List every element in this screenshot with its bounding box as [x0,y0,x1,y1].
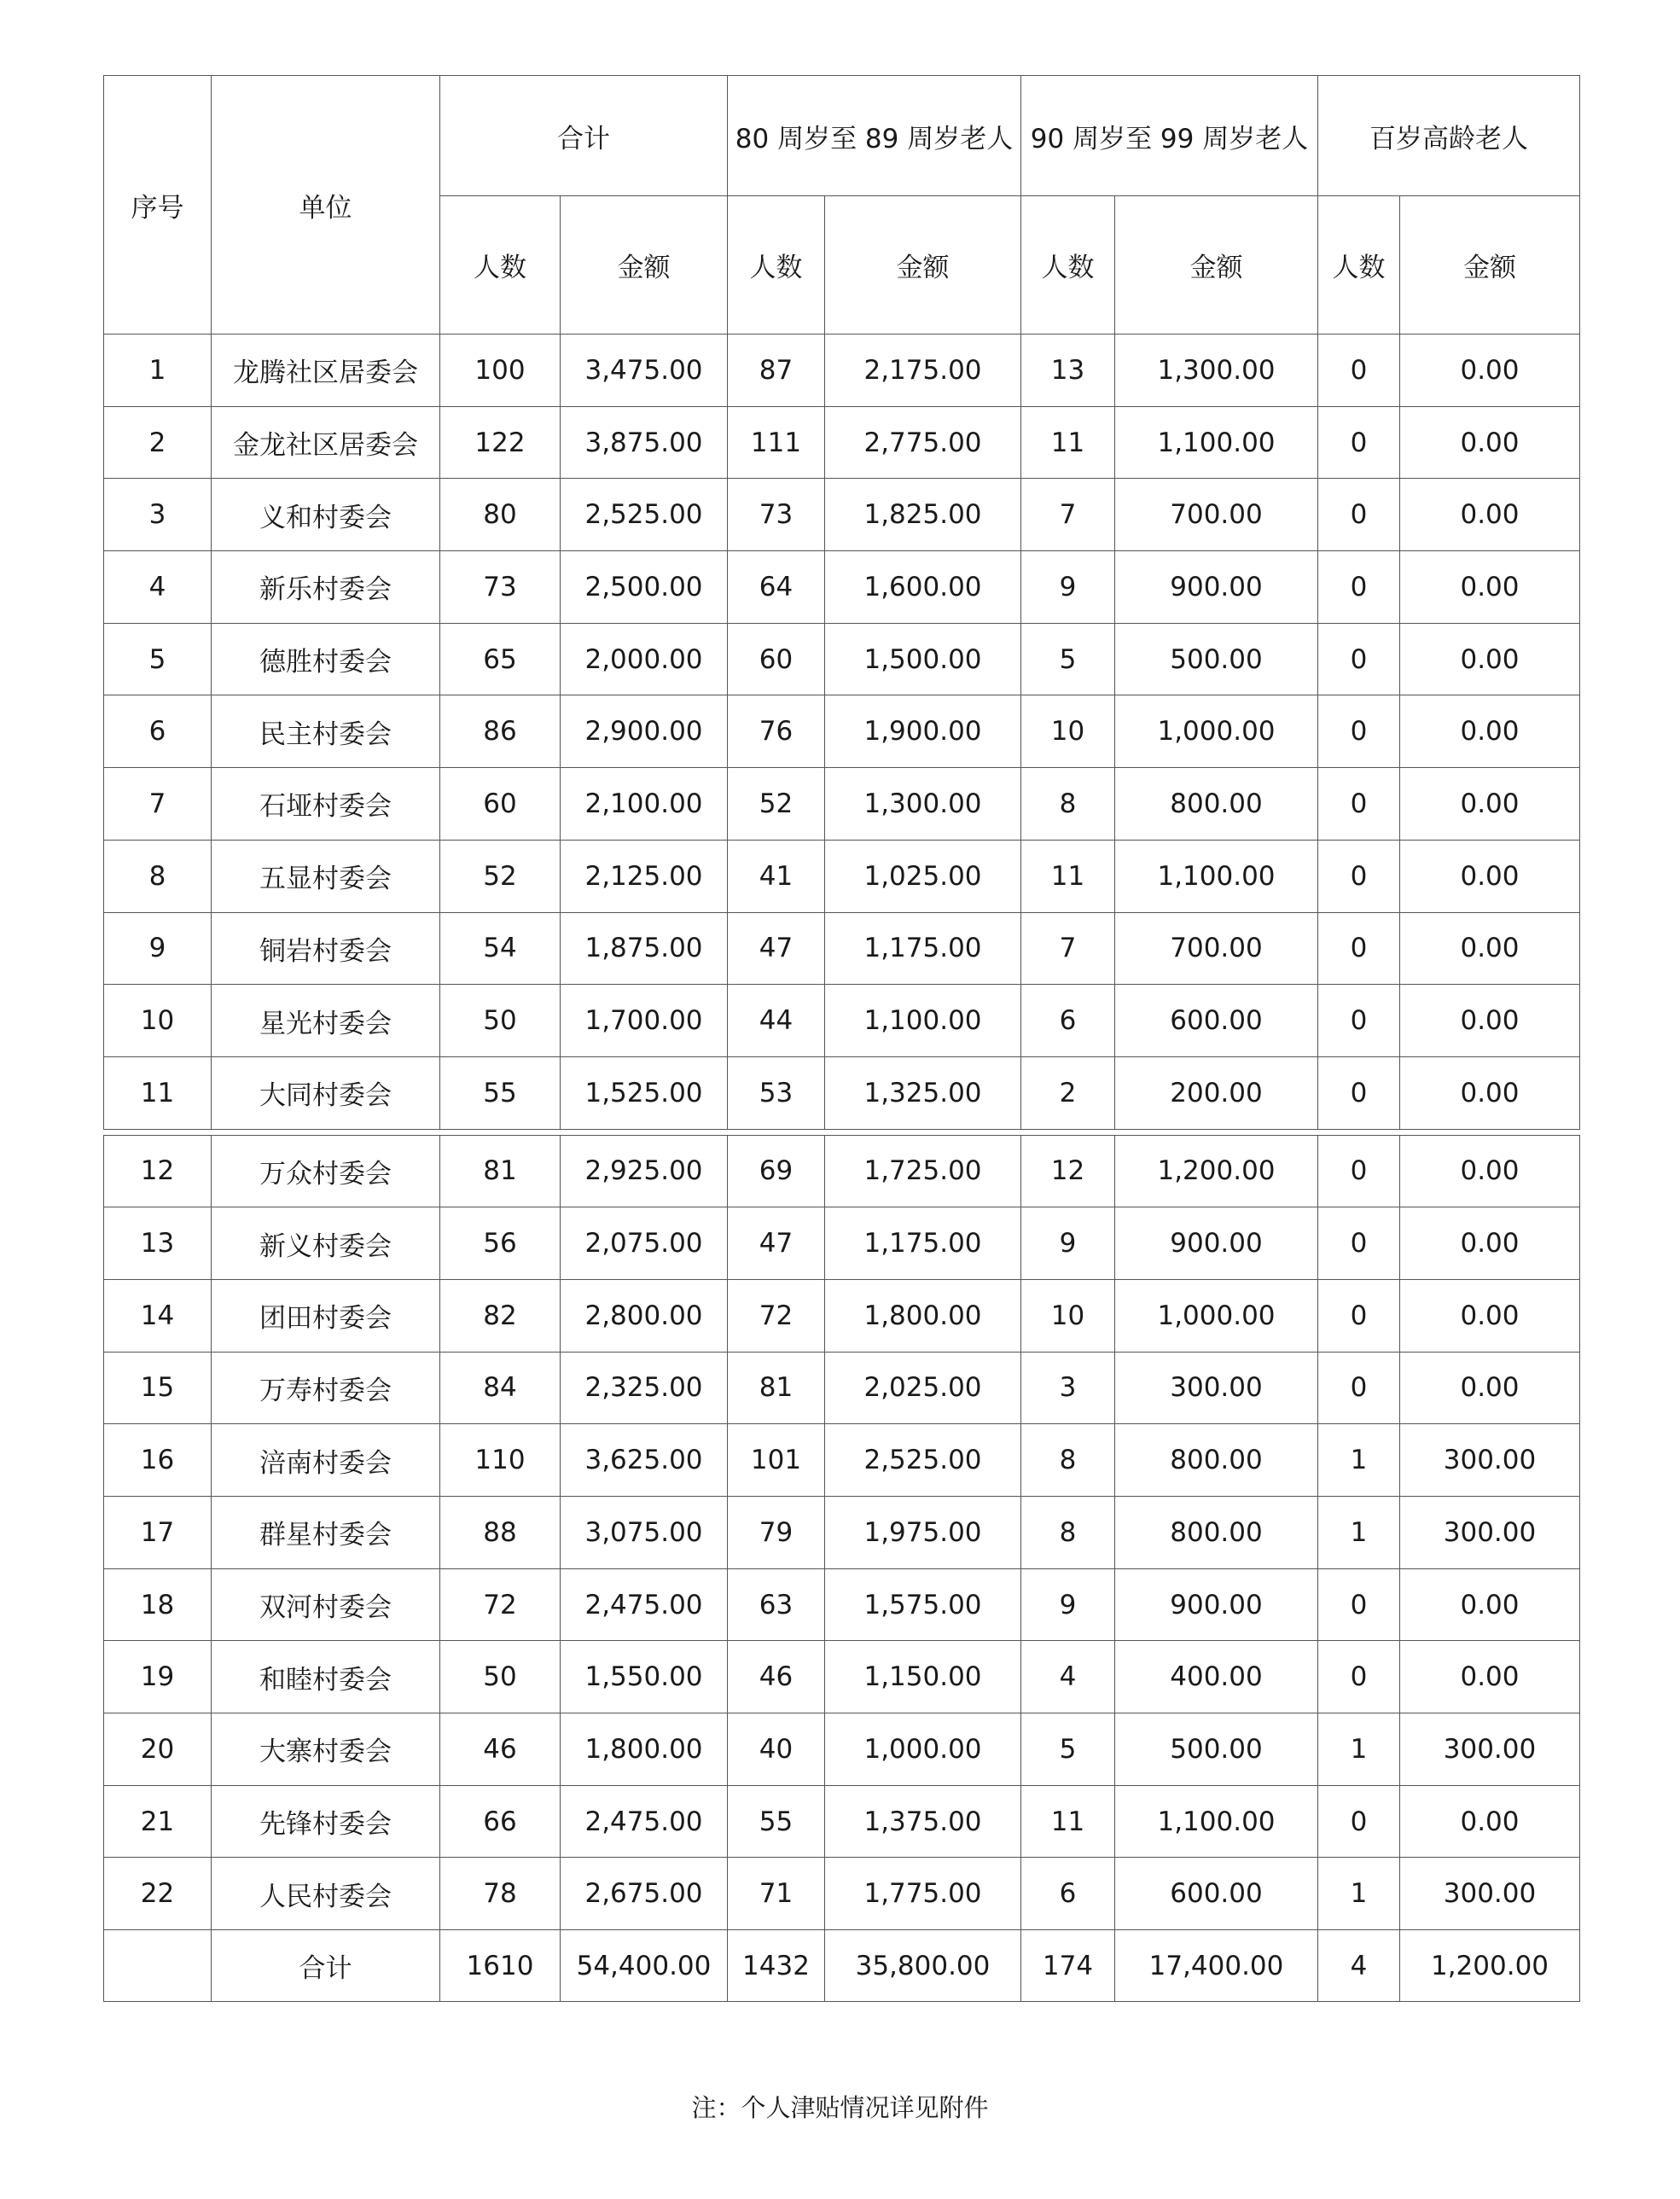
cell-90-count: 13 [1021,335,1115,407]
cell-90-count: 3 [1021,1352,1115,1424]
cell-90-amount: 1,000.00 [1115,1279,1318,1352]
cell-80-count: 72 [728,1279,825,1352]
cell-total-amount: 2,500.00 [561,551,728,624]
total-cell-seq [104,1930,212,2002]
table-row [104,1279,1580,1352]
cell-seq: 6 [104,695,212,768]
cell-total-amount: 3,475.00 [561,335,728,407]
total-cell-total-amount: 54,400.00 [561,1930,728,2002]
gap-cell [104,1129,1580,1135]
cell-100-count: 0 [1318,551,1400,624]
total-cell-100-count: 4 [1318,1930,1400,2002]
cell-80-amount: 1,825.00 [825,479,1021,551]
cell-80-count: 52 [728,768,825,841]
cell-seq: 16 [104,1424,212,1497]
total-cell-80-amount: 35,800.00 [825,1930,1021,2002]
cell-100-amount: 0.00 [1400,406,1580,479]
footnote: 注：个人津贴情况详见附件 [691,2093,989,2122]
cell-total-count: 110 [440,1424,561,1497]
cell-90-count: 5 [1021,623,1115,695]
cell-100-count: 0 [1318,623,1400,695]
header-unit: 单位 [212,76,440,335]
cell-total-count: 50 [440,985,561,1057]
cell-100-amount: 300.00 [1400,1713,1580,1786]
cell-unit: 双河村委会 [212,1568,440,1641]
cell-unit: 大同村委会 [212,1056,440,1129]
table-header [104,76,1580,335]
cell-100-count: 0 [1318,335,1400,407]
cell-80-amount: 1,775.00 [825,1858,1021,1930]
cell-unit: 和睦村委会 [212,1641,440,1713]
cell-80-amount: 1,975.00 [825,1497,1021,1569]
cell-90-amount: 300.00 [1115,1352,1318,1424]
cell-total-count: 84 [440,1352,561,1424]
cell-total-count: 55 [440,1056,561,1129]
cell-80-count: 63 [728,1568,825,1641]
cell-80-count: 60 [728,623,825,695]
cell-90-amount: 900.00 [1115,551,1318,624]
cell-100-count: 0 [1318,1056,1400,1129]
cell-80-count: 55 [728,1785,825,1858]
table-row [104,1641,1580,1713]
cell-total-count: 80 [440,479,561,551]
cell-100-count: 0 [1318,1785,1400,1858]
cell-seq: 1 [104,335,212,407]
cell-80-count: 79 [728,1497,825,1569]
cell-total-amount: 2,925.00 [561,1135,728,1207]
cell-unit: 星光村委会 [212,985,440,1057]
cell-100-count: 0 [1318,1135,1400,1207]
cell-unit: 万众村委会 [212,1135,440,1207]
cell-seq: 14 [104,1279,212,1352]
cell-80-count: 111 [728,406,825,479]
cell-90-count: 12 [1021,1135,1115,1207]
table-row [104,1135,1580,1207]
cell-total-amount: 2,675.00 [561,1858,728,1930]
header-group-total: 合计 [440,76,728,196]
cell-80-amount: 1,150.00 [825,1641,1021,1713]
cell-seq: 8 [104,840,212,912]
cell-seq: 18 [104,1568,212,1641]
table-row [104,406,1580,479]
cell-seq: 5 [104,623,212,695]
cell-seq: 11 [104,1056,212,1129]
table-row [104,768,1580,841]
cell-100-amount: 0.00 [1400,623,1580,695]
cell-80-amount: 1,800.00 [825,1279,1021,1352]
cell-total-count: 72 [440,1568,561,1641]
cell-80-amount: 2,775.00 [825,406,1021,479]
cell-total-count: 78 [440,1858,561,1930]
cell-100-count: 1 [1318,1497,1400,1569]
cell-seq: 13 [104,1207,212,1280]
cell-unit: 龙腾社区居委会 [212,335,440,407]
cell-unit: 团田村委会 [212,1279,440,1352]
cell-90-amount: 700.00 [1115,479,1318,551]
cell-seq: 2 [104,406,212,479]
table-row [104,335,1580,407]
table-row [104,551,1580,624]
cell-80-amount: 1,500.00 [825,623,1021,695]
table-row [104,1568,1580,1641]
cell-seq: 10 [104,985,212,1057]
cell-100-amount: 0.00 [1400,695,1580,768]
cell-90-count: 11 [1021,840,1115,912]
cell-unit: 铜岩村委会 [212,912,440,985]
cell-90-count: 7 [1021,479,1115,551]
cell-100-amount: 300.00 [1400,1858,1580,1930]
cell-total-amount: 1,700.00 [561,985,728,1057]
header-group-90-99: 90 周岁至 99 周岁老人 [1021,76,1318,196]
cell-total-amount: 3,625.00 [561,1424,728,1497]
cell-80-count: 40 [728,1713,825,1786]
cell-90-count: 4 [1021,1641,1115,1713]
cell-90-amount: 500.00 [1115,623,1318,695]
cell-100-count: 0 [1318,1641,1400,1713]
cell-unit: 新乐村委会 [212,551,440,624]
total-cell-unit: 合计 [212,1930,440,2002]
cell-total-count: 54 [440,912,561,985]
cell-total-amount: 2,900.00 [561,695,728,768]
cell-100-amount: 0.00 [1400,912,1580,985]
cell-total-amount: 1,800.00 [561,1713,728,1786]
cell-90-amount: 700.00 [1115,912,1318,985]
cell-total-amount: 1,525.00 [561,1056,728,1129]
cell-90-count: 8 [1021,1497,1115,1569]
cell-80-amount: 2,025.00 [825,1352,1021,1424]
cell-90-amount: 1,100.00 [1115,840,1318,912]
page-break-gap [104,1129,1580,1135]
table-row [104,479,1580,551]
cell-total-amount: 2,000.00 [561,623,728,695]
cell-80-amount: 1,000.00 [825,1713,1021,1786]
cell-90-count: 9 [1021,1207,1115,1280]
cell-80-count: 47 [728,912,825,985]
cell-90-count: 10 [1021,1279,1115,1352]
cell-80-amount: 2,525.00 [825,1424,1021,1497]
cell-100-amount: 300.00 [1400,1497,1580,1569]
table-row [104,1858,1580,1930]
total-cell-80-count: 1432 [728,1930,825,2002]
cell-total-count: 65 [440,623,561,695]
cell-total-amount: 2,325.00 [561,1352,728,1424]
cell-90-amount: 900.00 [1115,1207,1318,1280]
cell-80-count: 44 [728,985,825,1057]
cell-total-count: 60 [440,768,561,841]
cell-total-count: 86 [440,695,561,768]
cell-100-amount: 0.00 [1400,1279,1580,1352]
cell-100-amount: 0.00 [1400,985,1580,1057]
cell-100-count: 1 [1318,1713,1400,1786]
cell-seq: 20 [104,1713,212,1786]
cell-90-amount: 600.00 [1115,1858,1318,1930]
cell-90-amount: 1,000.00 [1115,695,1318,768]
cell-100-amount: 0.00 [1400,1135,1580,1207]
cell-80-count: 69 [728,1135,825,1207]
cell-100-amount: 0.00 [1400,840,1580,912]
cell-100-count: 0 [1318,1279,1400,1352]
cell-total-count: 46 [440,1713,561,1786]
cell-unit: 万寿村委会 [212,1352,440,1424]
cell-90-count: 11 [1021,406,1115,479]
cell-100-count: 1 [1318,1424,1400,1497]
cell-90-count: 11 [1021,1785,1115,1858]
cell-100-amount: 0.00 [1400,1785,1580,1858]
cell-80-amount: 2,175.00 [825,335,1021,407]
header-count: 人数 [440,196,561,335]
header-amount: 金额 [1400,196,1580,335]
cell-total-amount: 1,875.00 [561,912,728,985]
cell-100-count: 0 [1318,406,1400,479]
cell-80-count: 76 [728,695,825,768]
cell-total-amount: 2,475.00 [561,1785,728,1858]
cell-90-amount: 600.00 [1115,985,1318,1057]
cell-90-count: 8 [1021,1424,1115,1497]
cell-80-count: 87 [728,335,825,407]
cell-total-amount: 2,475.00 [561,1568,728,1641]
cell-100-count: 0 [1318,912,1400,985]
cell-unit: 民主村委会 [212,695,440,768]
cell-100-count: 0 [1318,985,1400,1057]
cell-80-count: 73 [728,479,825,551]
cell-100-count: 1 [1318,1858,1400,1930]
cell-80-count: 41 [728,840,825,912]
cell-total-count: 50 [440,1641,561,1713]
cell-total-count: 122 [440,406,561,479]
cell-90-amount: 900.00 [1115,1568,1318,1641]
cell-seq: 17 [104,1497,212,1569]
table-row [104,1785,1580,1858]
cell-80-amount: 1,725.00 [825,1135,1021,1207]
cell-90-count: 6 [1021,1858,1115,1930]
header-amount: 金额 [561,196,728,335]
cell-80-count: 64 [728,551,825,624]
cell-90-amount: 800.00 [1115,1424,1318,1497]
cell-90-count: 8 [1021,768,1115,841]
cell-seq: 9 [104,912,212,985]
total-cell-90-count: 174 [1021,1930,1115,2002]
header-amount: 金额 [1115,196,1318,335]
table-row [104,1207,1580,1280]
table-row [104,1056,1580,1129]
cell-unit: 人民村委会 [212,1858,440,1930]
cell-100-amount: 0.00 [1400,768,1580,841]
cell-100-count: 0 [1318,479,1400,551]
cell-unit: 大寨村委会 [212,1713,440,1786]
cell-90-amount: 1,300.00 [1115,335,1318,407]
cell-80-amount: 1,175.00 [825,912,1021,985]
cell-90-count: 5 [1021,1713,1115,1786]
cell-90-amount: 200.00 [1115,1056,1318,1129]
cell-80-count: 46 [728,1641,825,1713]
cell-unit: 义和村委会 [212,479,440,551]
header-seq: 序号 [104,76,212,335]
cell-100-amount: 0.00 [1400,1207,1580,1280]
cell-unit: 德胜村委会 [212,623,440,695]
cell-90-count: 9 [1021,1568,1115,1641]
cell-unit: 先锋村委会 [212,1785,440,1858]
cell-unit: 金龙社区居委会 [212,406,440,479]
cell-80-amount: 1,175.00 [825,1207,1021,1280]
cell-90-count: 6 [1021,985,1115,1057]
table-row [104,1424,1580,1497]
cell-80-amount: 1,575.00 [825,1568,1021,1641]
cell-80-amount: 1,600.00 [825,551,1021,624]
total-cell-100-amount: 1,200.00 [1400,1930,1580,2002]
table-row [104,1352,1580,1424]
cell-total-amount: 2,125.00 [561,840,728,912]
table-row [104,695,1580,768]
cell-80-amount: 1,375.00 [825,1785,1021,1858]
cell-100-count: 0 [1318,1568,1400,1641]
cell-90-count: 7 [1021,912,1115,985]
header-group-80-89: 80 周岁至 89 周岁老人 [728,76,1021,196]
cell-total-amount: 2,525.00 [561,479,728,551]
cell-90-count: 10 [1021,695,1115,768]
cell-total-count: 52 [440,840,561,912]
cell-80-amount: 1,025.00 [825,840,1021,912]
cell-100-amount: 0.00 [1400,1352,1580,1424]
cell-100-count: 0 [1318,695,1400,768]
cell-total-amount: 3,075.00 [561,1497,728,1569]
header-count: 人数 [1318,196,1400,335]
cell-total-count: 56 [440,1207,561,1280]
cell-100-amount: 0.00 [1400,1641,1580,1713]
cell-seq: 7 [104,768,212,841]
cell-80-amount: 1,325.00 [825,1056,1021,1129]
cell-100-count: 0 [1318,1352,1400,1424]
cell-total-count: 66 [440,1785,561,1858]
cell-seq: 19 [104,1641,212,1713]
subsidy-table [103,75,1580,2002]
cell-total-amount: 2,100.00 [561,768,728,841]
cell-100-count: 0 [1318,1207,1400,1280]
cell-total-count: 82 [440,1279,561,1352]
cell-90-amount: 800.00 [1115,768,1318,841]
cell-80-count: 101 [728,1424,825,1497]
cell-80-amount: 1,900.00 [825,695,1021,768]
cell-unit: 石垭村委会 [212,768,440,841]
cell-100-amount: 0.00 [1400,1568,1580,1641]
cell-80-amount: 1,300.00 [825,768,1021,841]
header-count: 人数 [1021,196,1115,335]
cell-80-count: 81 [728,1352,825,1424]
cell-80-count: 53 [728,1056,825,1129]
cell-total-count: 88 [440,1497,561,1569]
cell-100-amount: 300.00 [1400,1424,1580,1497]
header-count: 人数 [728,196,825,335]
table-row [104,912,1580,985]
cell-90-amount: 500.00 [1115,1713,1318,1786]
cell-seq: 4 [104,551,212,624]
table-row [104,985,1580,1057]
cell-unit: 群星村委会 [212,1497,440,1569]
total-row [104,1930,1580,2002]
header-group-100: 百岁高龄老人 [1318,76,1580,196]
cell-100-count: 0 [1318,768,1400,841]
cell-90-count: 9 [1021,551,1115,624]
cell-seq: 15 [104,1352,212,1424]
cell-90-amount: 800.00 [1115,1497,1318,1569]
cell-90-amount: 1,100.00 [1115,1785,1318,1858]
cell-80-count: 47 [728,1207,825,1280]
cell-total-count: 100 [440,335,561,407]
cell-90-amount: 400.00 [1115,1641,1318,1713]
cell-total-amount: 3,875.00 [561,406,728,479]
cell-unit: 五显村委会 [212,840,440,912]
cell-total-amount: 2,800.00 [561,1279,728,1352]
cell-80-count: 71 [728,1858,825,1930]
cell-100-amount: 0.00 [1400,1056,1580,1129]
cell-100-amount: 0.00 [1400,479,1580,551]
cell-100-count: 0 [1318,840,1400,912]
total-cell-total-count: 1610 [440,1930,561,2002]
total-cell-90-amount: 17,400.00 [1115,1930,1318,2002]
header-amount: 金额 [825,196,1021,335]
cell-90-amount: 1,100.00 [1115,406,1318,479]
cell-unit: 涪南村委会 [212,1424,440,1497]
cell-seq: 22 [104,1858,212,1930]
cell-90-amount: 1,200.00 [1115,1135,1318,1207]
cell-seq: 3 [104,479,212,551]
table-row [104,1497,1580,1569]
cell-total-amount: 2,075.00 [561,1207,728,1280]
table-row [104,840,1580,912]
table-row [104,623,1580,695]
cell-90-count: 2 [1021,1056,1115,1129]
cell-total-count: 81 [440,1135,561,1207]
cell-unit: 新义村委会 [212,1207,440,1280]
cell-100-amount: 0.00 [1400,335,1580,407]
cell-80-amount: 1,100.00 [825,985,1021,1057]
table-row [104,1713,1580,1786]
cell-seq: 12 [104,1135,212,1207]
cell-100-amount: 0.00 [1400,551,1580,624]
table-body [104,335,1580,2002]
cell-seq: 21 [104,1785,212,1858]
cell-total-amount: 1,550.00 [561,1641,728,1713]
cell-total-count: 73 [440,551,561,624]
